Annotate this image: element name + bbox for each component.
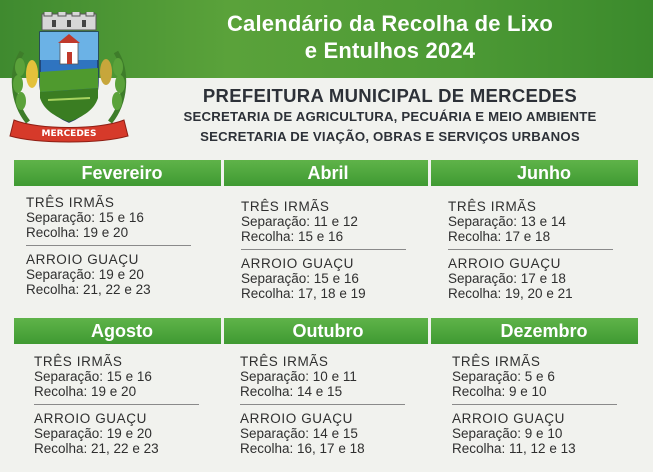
separacao-text: Separação: 13 e 14 [448,214,566,229]
recolha-text: Recolha: 16, 17 e 18 [240,441,365,456]
region-name: ARROIO GUAÇU [452,411,565,426]
month-title-fevereiro: Fevereiro [81,163,163,183]
band-divider [428,160,431,186]
region-name: TRÊS IRMÃS [26,195,115,210]
separacao-text: Separação: 15 e 16 [26,210,144,225]
recolha-text: Recolha: 19 e 20 [26,225,129,240]
separacao-text: Separação: 17 e 18 [448,271,566,286]
recolha-text: Recolha: 21, 22 e 23 [26,282,151,297]
month-cell-abril [241,199,431,301]
month-band-row-2 [14,318,638,344]
region-name: ARROIO GUAÇU [448,256,561,271]
band-divider [221,318,224,344]
band-divider [221,160,224,186]
separacao-text: Separação: 10 e 11 [240,369,357,384]
region-name: ARROIO GUAÇU [34,411,147,426]
separacao-text: Separação: 5 e 6 [452,369,555,384]
month-cell-junho [448,199,638,301]
region-name: ARROIO GUAÇU [241,256,354,271]
region-name: TRÊS IRMÃS [34,354,123,369]
region-name: ARROIO GUAÇU [240,411,353,426]
divider [34,404,199,405]
divider [452,404,617,405]
region-name: TRÊS IRMÃS [241,199,330,214]
separacao-text: Separação: 19 e 20 [34,426,152,441]
recolha-text: Recolha: 21, 22 e 23 [34,441,159,456]
recolha-text: Recolha: 15 e 16 [241,229,344,244]
band-divider [428,318,431,344]
region-name: ARROIO GUAÇU [26,252,139,267]
month-title-outubro: Outubro [292,321,364,341]
organization-header [140,85,640,147]
separacao-text: Separação: 9 e 10 [452,426,563,441]
month-cell-outubro [240,354,430,456]
municipal-crest-icon [8,12,130,144]
secretaria-viacao: SECRETARIA DE VIAÇÃO, OBRAS E SERVIÇOS URBANOS [200,129,580,144]
recolha-text: Recolha: 9 e 10 [452,384,547,399]
month-cell-dezembro [452,354,642,456]
separacao-text: Separação: 14 e 15 [240,426,358,441]
crest-ribbon-text: MERCEDES [41,129,97,139]
divider [26,245,191,246]
page-title [150,10,630,64]
recolha-text: Recolha: 11, 12 e 13 [452,441,576,456]
title-line-2: e Entulhos 2024 [304,38,476,63]
divider [241,249,406,250]
month-band-row-1 [14,160,638,186]
separacao-text: Separação: 19 e 20 [26,267,144,282]
prefeitura-name: PREFEITURA MUNICIPAL DE MERCEDES [202,85,578,106]
divider [448,249,613,250]
region-name: TRÊS IRMÃS [240,354,329,369]
secretaria-agricultura: SECRETARIA DE AGRICULTURA, PECUÁRIA E MEIO AMBIENTE [183,109,597,124]
separacao-text: Separação: 15 e 16 [34,369,152,384]
recolha-text: Recolha: 17, 18 e 19 [241,286,366,301]
separacao-text: Separação: 15 e 16 [241,271,359,286]
recolha-text: Recolha: 19, 20 e 21 [448,286,573,301]
month-title-agosto: Agosto [91,321,153,341]
region-name: TRÊS IRMÃS [452,354,541,369]
month-cell-fevereiro [26,195,216,297]
month-title-junho: Junho [517,163,571,183]
recolha-text: Recolha: 19 e 20 [34,384,137,399]
title-line-1: Calendário da Recolha de Lixo [226,11,554,36]
month-title-dezembro: Dezembro [500,321,588,341]
region-name: TRÊS IRMÃS [448,199,537,214]
divider [240,404,405,405]
month-title-abril: Abril [307,163,349,183]
month-cell-agosto [34,354,224,456]
recolha-text: Recolha: 14 e 15 [240,384,343,399]
separacao-text: Separação: 11 e 12 [241,214,358,229]
recolha-text: Recolha: 17 e 18 [448,229,551,244]
